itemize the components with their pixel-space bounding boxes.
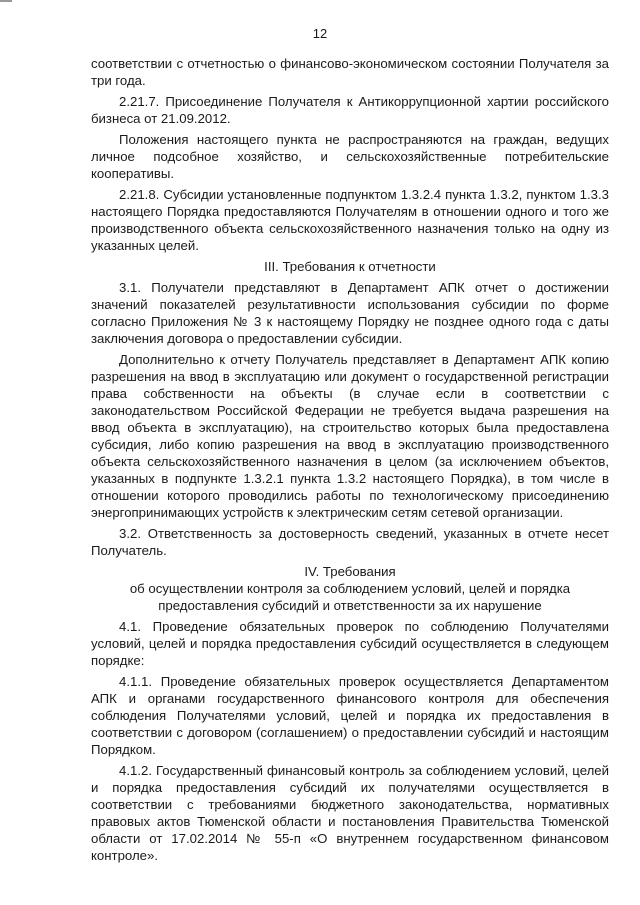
paragraph-3-1-additional: Дополнительно к отчету Получатель представляет в Департамент АПК копию разрешения на ввод в эксплуатацию или документ о государственной регистрации права собственности на объекты (в случае если в соответствии с законодательством Российской Федерации не требуется выдача разрешения на ввод объекта в эксплуатацию), на строительство которых была предоставлена субсидия, либо копию разрешения на ввод в эксплуатацию производственного объекта сельскохозяйственного назначения в целом (за исключением объектов, указанных в подпункте 1.3.2.1 пункта 1.3.2 настоящего Порядка), в том числе в отношении которого проводились работы по технологическому присоединению энергопринимающих устройств к электрическим сетям сетевой организации. <box>91 352 609 520</box>
paragraph-4-1-2: 4.1.2. Государственный финансовый контроль за соблюдением условий, целей и порядка предоставления субсидий их получателями осуществляется в соответствии с требованиями бюджетного законодательства, нормативных правовых актов Тюменской области и постановления Правительства Тюменской области от 17.02.2014 № 55-п «О внутреннем государственном финансовом контроле». <box>91 763 609 863</box>
paragraph-3-1: 3.1. Получатели представляют в Департамент АПК отчет о достижении значений показателей результативности использования субсидии по форме согласно Приложения № 3 к настоящему Порядку не позднее одного года с даты заключения договора о предоставлении субсидии. <box>91 280 609 346</box>
paragraph-4-1: 4.1. Проведение обязательных проверок по соблюдению Получателями условий, целей и порядка предоставления субсидий осуществляется в следующем порядке: <box>91 619 609 668</box>
section-4-heading-line2: об осуществлении контроля за соблюдением условий, целей и порядка <box>129 581 571 596</box>
section-4-heading-line1: IV. Требования <box>304 564 396 579</box>
scan-corner-mark <box>0 0 12 2</box>
paragraph-4-1-1: 4.1.1. Проведение обязательных проверок осуществляется Департаментом АПК и органами государственного финансового контроля для обеспечения соблюдения Получателями условий, целей и порядка их предоставления в соответствии с договором (соглашением) о предоставлении субсидий и настоящим Порядком. <box>91 674 609 757</box>
paragraph-exclusions: Положения настоящего пункта не распространяются на граждан, ведущих личное подсобное хозяйство, и сельскохозяйственные потребительские кооперативы. <box>91 132 609 181</box>
paragraph-continuation: соответствии с отчетностью о финансово-экономическом состоянии Получателя за три года. <box>91 56 609 88</box>
page-number: 12 <box>312 26 328 41</box>
paragraph-2-21-7: 2.21.7. Присоединение Получателя к Антикоррупционной хартии российского бизнеса от 21.09.2012. <box>91 94 609 126</box>
document-body <box>91 55 609 868</box>
paragraph-2-21-8: 2.21.8. Субсидии установленные подпунктом 1.3.2.4 пункта 1.3.2, пунктом 1.3.3 настоящего Порядка предоставляются Получателям в отношении одного и того же производственного объекта сельскохозяйственного назначения только на одну из указанных целей. <box>91 187 609 253</box>
section-4-heading <box>91 563 609 614</box>
section-3-heading: III. Требования к отчетности <box>264 259 436 274</box>
section-4-heading-line3: предоставления субсидий и ответственности за их нарушение <box>158 598 542 613</box>
paragraph-3-2: 3.2. Ответственность за достоверность сведений, указанных в отчете несет Получатель. <box>91 526 609 558</box>
